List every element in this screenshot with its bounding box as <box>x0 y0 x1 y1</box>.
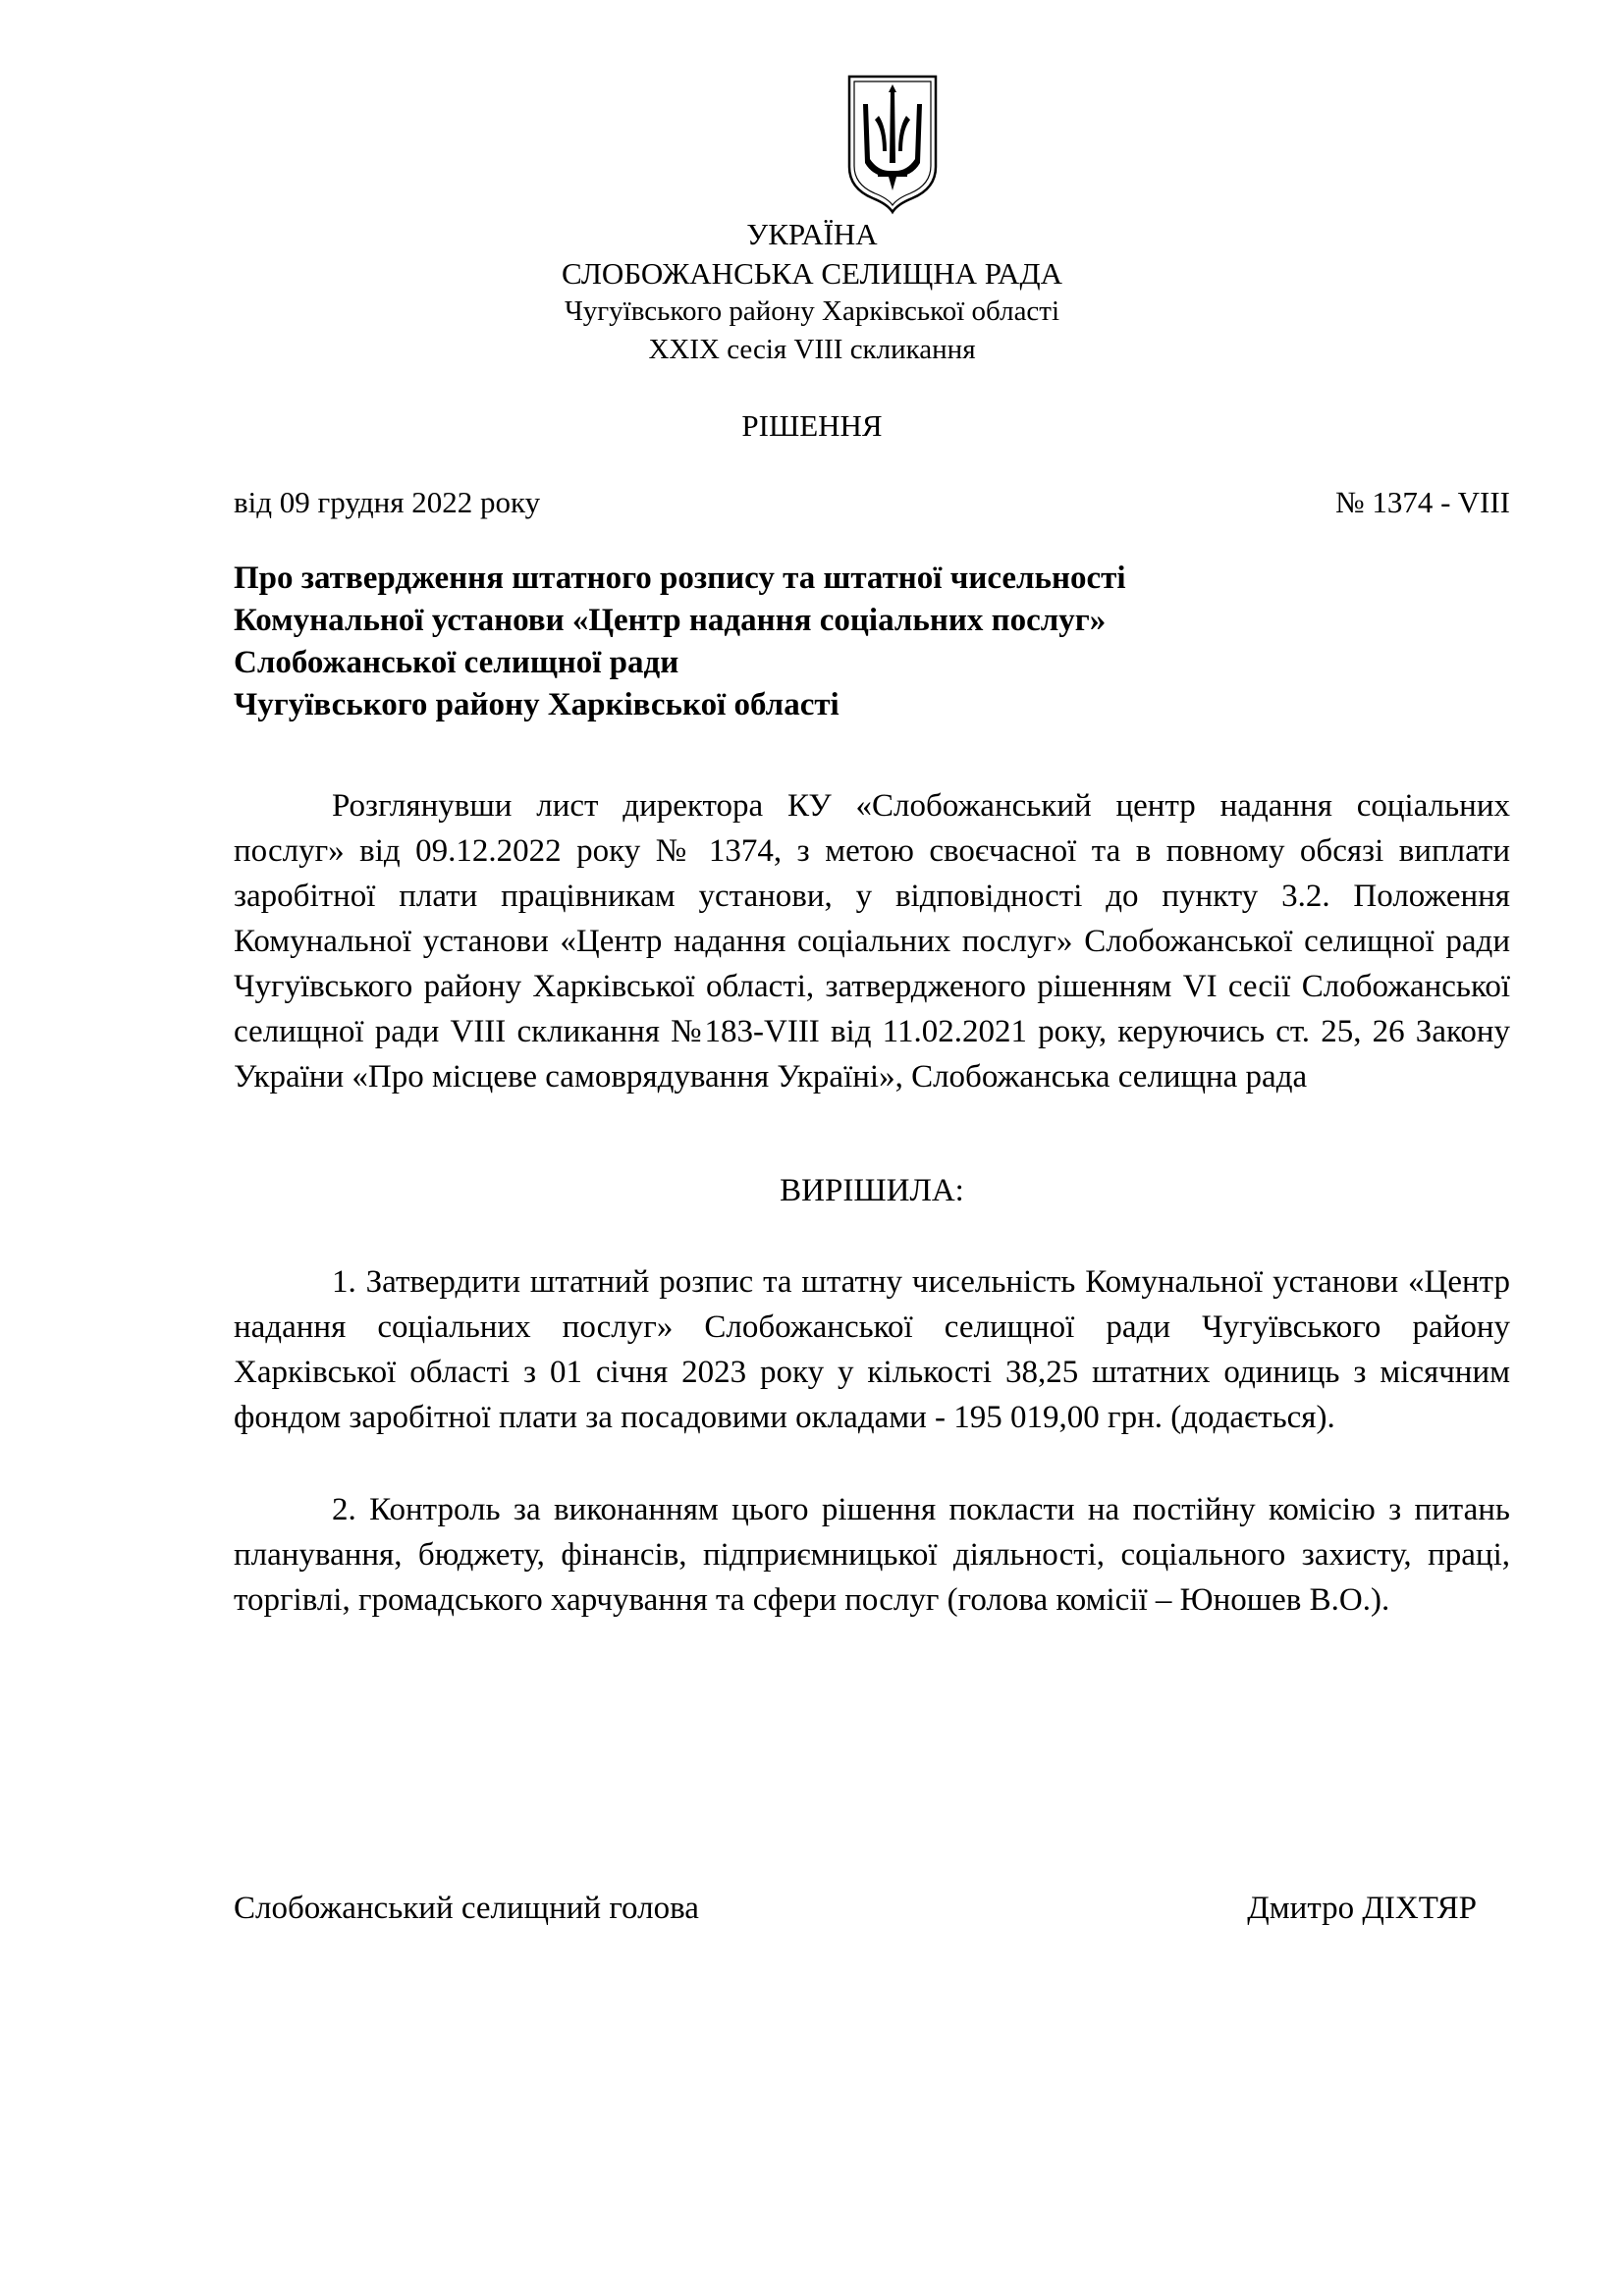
session-heading: XXIX сесія VIII скликання <box>648 334 976 365</box>
coat-of-arms-icon <box>843 69 942 216</box>
district-heading: Чугуївського району Харківської області <box>564 295 1060 327</box>
preamble-paragraph: Розглянувши лист директора КУ «Слобожанський центр надання соціальних послуг» від 09.12.2022 року № 1374, з метою своєчасної та в повному обсязі виплати заробітної плати працівникам установи, у відповідності до пункту 3.2. Положення Комунальної установи «Центр надання соціальних послуг» Слобожанської селищної ради Чугуївського району Харківської області, затвердженого рішенням VI сесії Слобожанської селищної ради VIII скликання №183-VIII від 11.02.2021 року, керуючись ст. 25, 26 Закону України «Про місцеве самоврядування Україні», Слобожанська селищна рада <box>234 788 1510 1095</box>
signer-name: Дмитро ДІХТЯР <box>1247 1891 1477 1926</box>
country-heading: УКРАЇНА <box>746 217 878 251</box>
decision-item: 1. Затвердити штатний розпис та штатну чисельність Комунальної установи «Центр надання соціальних послуг» Слобожанської селищної ради Чугуївського району Харківської області з 01 січня 2023 року у кількості 38,25 штатних одиниць з місячним фондом заробітної плати за посадовими окладами - 195 019,00 грн. (додається). <box>234 1264 1510 1435</box>
resolved-heading: ВИРІШИЛА: <box>780 1173 964 1208</box>
document-title <box>234 558 1126 726</box>
title-line: Комунальної установи «Центр надання соціальних послуг» <box>234 603 1107 638</box>
document-number: № 1374 - VIII <box>1335 485 1510 519</box>
title-line: Слобожанської селищної ради <box>234 645 679 680</box>
document-date: від 09 грудня 2022 року <box>234 485 541 519</box>
title-line: Про затвердження штатного розпису та штатної чисельності <box>234 561 1126 596</box>
council-heading: СЛОБОЖАНСЬКА СЕЛИЩНА РАДА <box>562 256 1062 291</box>
title-line: Чугуївського району Харківської області <box>234 687 839 722</box>
signer-title: Слобожанський селищний голова <box>234 1891 699 1926</box>
document-type-heading: РІШЕННЯ <box>741 408 883 443</box>
decision-item: 2. Контроль за виконанням цього рішення покласти на постійну комісію з питань планування, бюджету, фінансів, підприємницької діяльності, соціального захисту, праці, торгівлі, громадського харчування та сфери послуг (голова комісії – Юношев В.О.). <box>234 1492 1510 1618</box>
